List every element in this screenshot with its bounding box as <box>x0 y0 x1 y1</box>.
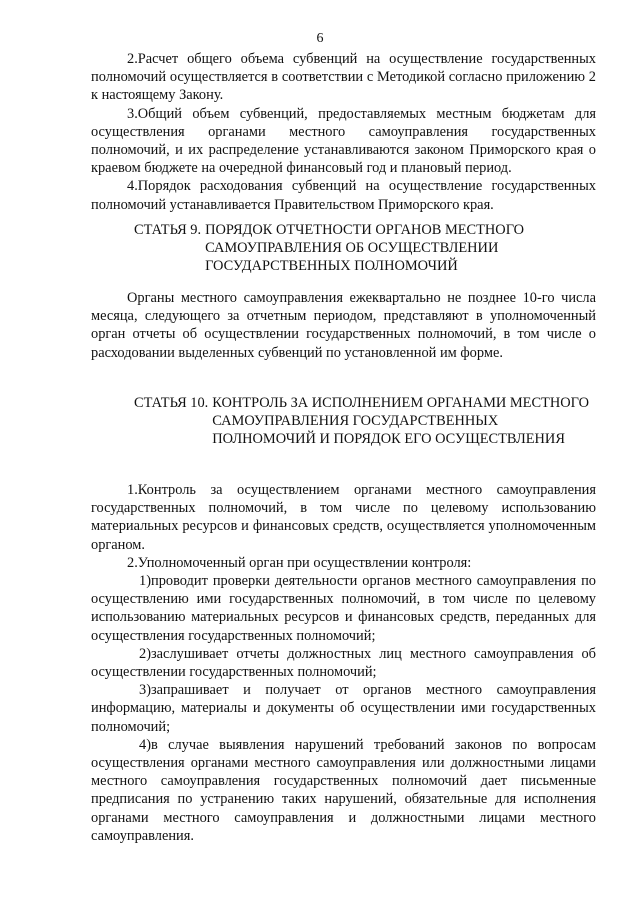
article-10-body <box>91 481 596 845</box>
section-top-paragraphs <box>91 50 596 214</box>
paragraph: 1.Контроль за осуществлением органами местного самоуправления государственных полномочий, в том числе по целевому использованию материальных ресурсов и финансовых средств, осуществляется уполномоченным органом. <box>91 482 596 553</box>
article-10-title: КОНТРОЛЬ ЗА ИСПОЛНЕНИЕМ ОРГАНАМИ МЕСТНОГО САМОУПРАВЛЕНИЯ ГОСУДАРСТВЕННЫХ ПОЛНОМОЧИЙ И ПОРЯДОК ЕГО ОСУЩЕСТВЛЕНИЯ <box>212 395 589 448</box>
article-10-heading <box>91 394 596 449</box>
paragraph: 4.Порядок расходования субвенций на осуществление государственных полномочий устанавливается Правительством Приморского края. <box>91 178 596 213</box>
page-number: 6 <box>316 31 324 46</box>
list-item: 1)проводит проверки деятельности органов местного самоуправления по осуществлению ими государственных полномочий, в том числе по целевому использованию материальных ресурсов и финансовых средств, переданных для осуществления государственных полномочий; <box>91 573 596 644</box>
paragraph: 2.Уполномоченный орган при осуществлении контроля: <box>127 554 472 571</box>
list-item: 2)заслушивает отчеты должностных лиц местного самоуправления об осуществлении государственных полномочий; <box>91 645 596 681</box>
article-9-heading <box>91 221 596 276</box>
paragraph: 3.Общий объем субвенций, предоставляемых местным бюджетам для осуществления органами местного самоуправления государственных полномочий, и их распределение устанавливаются законом Приморского края о краевом бюджете на очередной финансовый год и плановый период. <box>91 105 596 177</box>
paragraph: 2.Расчет общего объема субвенций на осуществление государственных полномочий осуществляется в соответствии с Методикой согласно приложению 2 к настоящему Закону. <box>91 51 596 104</box>
list-item: 4)в случае выявления нарушений требований законов по вопросам осуществления органами местного самоуправления или должностными лицами местного самоуправления государственных полномочий дает письменные предписания по устранению таких нарушений, обязательные для исполнения органами местного самоуправления и должностными лицами местного самоуправления. <box>91 736 596 844</box>
article-9-title: ПОРЯДОК ОТЧЕТНОСТИ ОРГАНОВ МЕСТНОГО САМОУПРАВЛЕНИЯ ОБ ОСУЩЕСТВЛЕНИИ ГОСУДАРСТВЕННЫХ ПОЛНОМОЧИЙ <box>205 222 525 275</box>
paragraph: Органы местного самоуправления ежеквартально не позднее 10-го числа месяца, следующего за отчетным периодом, представляют в уполномоченный орган отчеты об осуществлении государственных полномочий, в том числе о расходовании выделенных субвенций по установленной им форме. <box>91 290 596 361</box>
list-item: 3)запрашивает и получает от органов местного самоуправления информацию, материалы и документы об осуществлении ими государственных полномочий; <box>91 682 596 735</box>
article-9-body <box>91 289 596 362</box>
article-9-label: СТАТЬЯ 9. <box>134 222 202 238</box>
article-10-label: СТАТЬЯ 10. <box>134 395 209 411</box>
